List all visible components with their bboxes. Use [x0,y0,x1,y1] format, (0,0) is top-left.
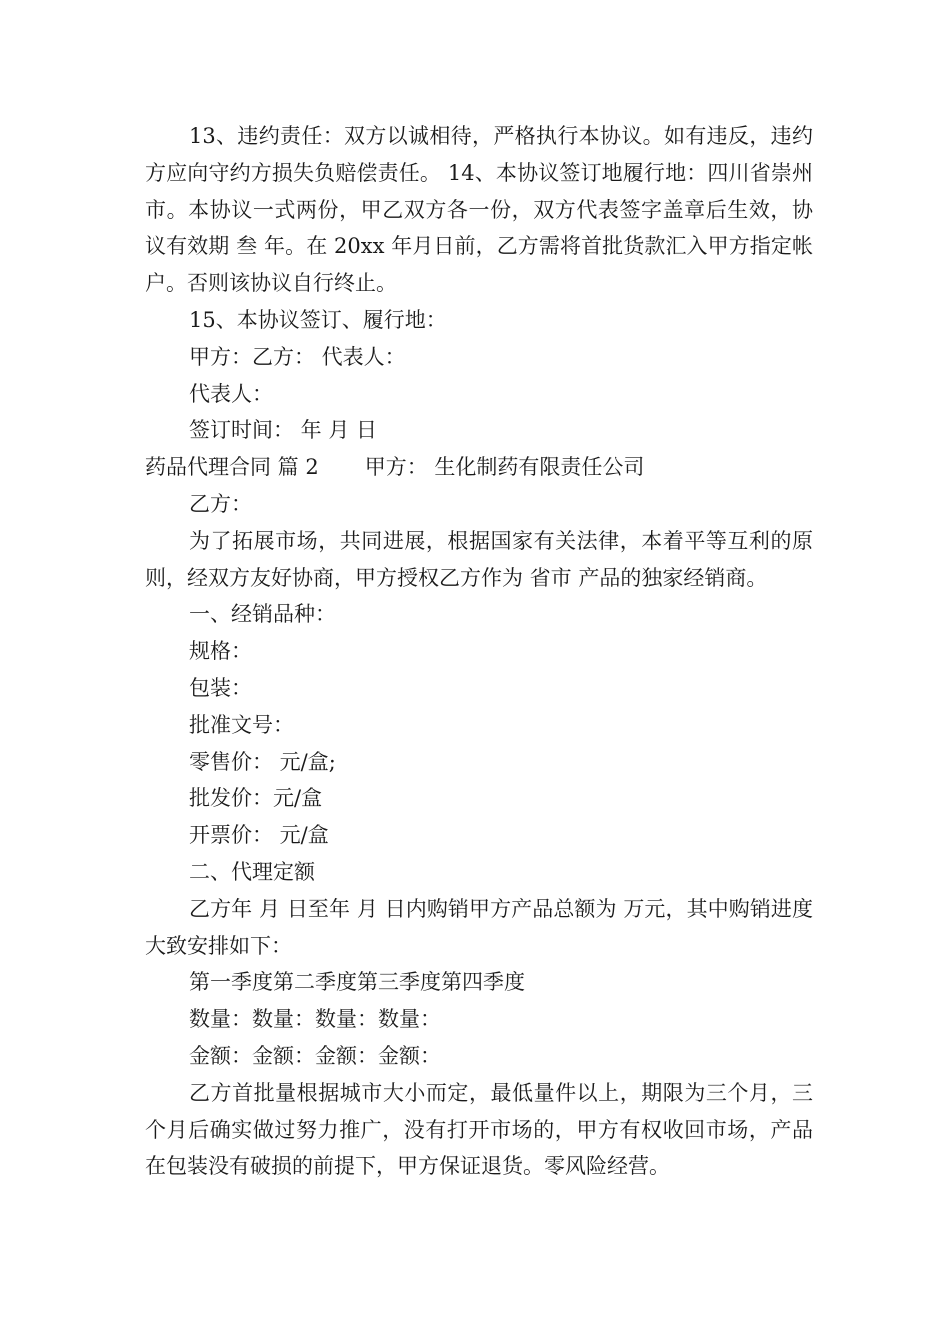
paragraph-signing-date: 签订时间： 年 月 日 [189,418,378,443]
paragraph-quota-total: 乙方年 月 日至年 月 日内购销甲方产品总额为 万元，其中购销进度大致安排如下： [145,896,813,958]
paragraph-representative: 代表人： [189,381,273,406]
paragraph-amounts: 金额：金额：金额：金额： [189,1043,441,1068]
section-title-line [145,449,813,486]
paragraph-signing-place: 15、本协议签订、履行地： [189,307,447,332]
paragraph-invoice-price: 开票价： 元/盒 [189,823,329,848]
document-body [145,118,813,1185]
paragraph-specification: 规格： [189,639,252,664]
party-a-company: 甲方： 生化制药有限责任公司 [364,455,645,480]
paragraph-quarters: 第一季度第二季度第三季度第四季度 [189,970,525,995]
paragraph-quota-heading: 二、代理定额 [189,859,315,884]
paragraph-parties-representatives: 甲方：乙方： 代表人： [189,344,406,369]
paragraph-intro: 为了拓展市场，共同进展，根据国家有关法律，本着平等互利的原则，经双方友好协商，甲方授权乙方作为 省市 产品的独家经销商。 [145,528,813,590]
paragraph-party-b: 乙方： [189,491,252,516]
paragraph-approval-number: 批准文号： [189,712,294,737]
paragraph-products-heading: 一、经销品种： [189,602,336,627]
paragraph-retail-price: 零售价： 元/盒; [189,749,336,774]
paragraph-packaging: 包装： [189,675,252,700]
paragraph-quantities: 数量：数量：数量：数量： [189,1007,441,1032]
contract-title: 药品代理合同 篇 2 [145,455,319,480]
paragraph-first-batch: 乙方首批量根据城市大小而定，最低量件以上，期限为三个月，三个月后确实做过努力推广，没有打开市场的，甲方有权收回市场，产品在包装没有破损的前提下，甲方保证退货。零风险经营。 [145,1080,813,1179]
paragraph-wholesale-price: 批发价：元/盒 [189,786,323,811]
paragraph-breach-liability: 13、违约责任：双方以诚相待，严格执行本协议。如有违反，违约方应向守约方损失负赔偿责任。 14、本协议签订地履行地：四川省崇州市。本协议一式两份，甲乙双方各一份，双方代表签字盖章后生效，协议有效期 叁 年。在 20xx 年月日前，乙方需将首批货款汇入甲方指定帐户。否则该协议自行终止。 [145,124,813,296]
